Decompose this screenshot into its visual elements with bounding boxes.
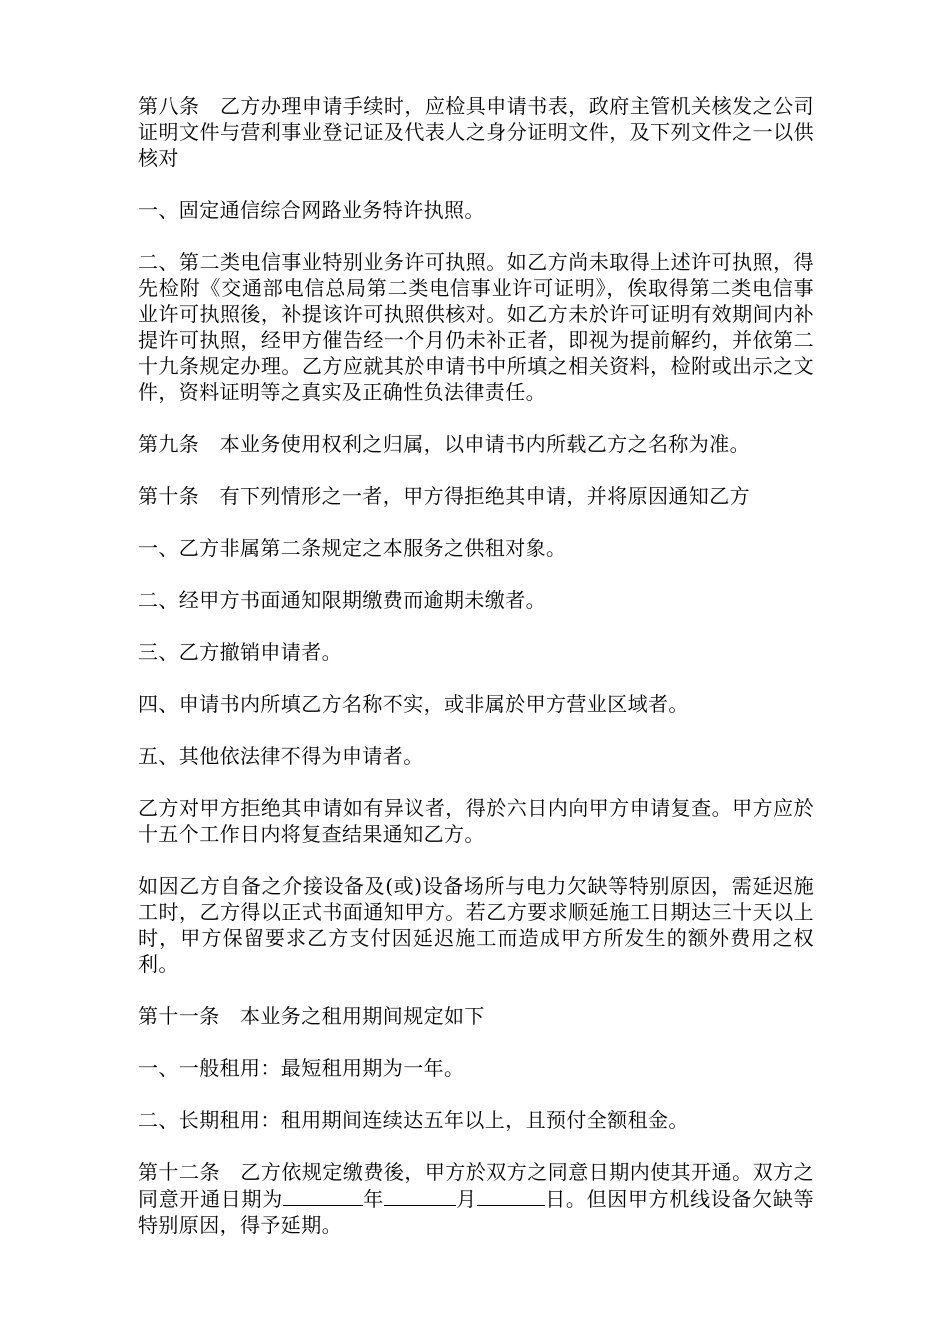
month-blank (384, 1185, 456, 1206)
article-10-item-2: 二、经甲方书面通知限期缴费而逾期未缴者。 (138, 588, 546, 612)
year-label: 年 (362, 1187, 384, 1211)
article-8-item-2: 二、第二类电信事业特别业务许可执照。如乙方尚未取得上述许可执照，得先检附《交通部电信总局第二类电信事业许可证明》，俟取得第二类电信事业许可执照後，补提该许可执照供核对。如乙方未於许可证明有效期间内补提许可执照，经甲方催告经一个月仍未补正者，即视为提前解约，并依第二十九条规定办理。乙方应就其於申请书中所填之相关资料，检附或出示之文件，资料证明等之真实及正确性负法律责任。 (138, 250, 814, 404)
year-blank (283, 1185, 363, 1206)
day-label: 日 (544, 1187, 566, 1211)
article-12-paragraph (138, 1159, 814, 1238)
article-10-item-4: 四、申请书内所填乙方名称不实，或非属於甲方营业区域者。 (138, 692, 689, 716)
review-objection-paragraph: 乙方对甲方拒绝其申请如有异议者，得於六日内向甲方申请复查。甲方应於十五个工作日内将复查结果通知乙方。 (138, 796, 814, 846)
day-blank (477, 1185, 545, 1206)
article-10-item-1: 一、乙方非属第二条规定之本服务之供租对象。 (138, 536, 567, 560)
article-11-paragraph: 第十一条 本业务之租用期间规定如下 (138, 1004, 485, 1028)
article-10-paragraph: 第十条 有下列情形之一者，甲方得拒绝其申请，并将原因通知乙方 (138, 484, 750, 508)
article-10-item-5: 五、其他依法律不得为申请者。 (138, 744, 424, 768)
article-12-text-end: 。但因甲方机线设备欠缺等特别原因，得予延期。 (138, 1187, 814, 1237)
construction-delay-paragraph: 如因乙方自备之介接设备及(或)设备场所与电力欠缺等特别原因，需延迟施工时，乙方得以正式书面通知甲方。若乙方要求顺延施工日期达三十天以上时，甲方保留要求乙方支付因延迟施工而造成甲方所发生的额外费用之权利。 (138, 874, 814, 976)
article-10-item-3: 三、乙方撤销申请者。 (138, 640, 342, 664)
article-11-item-2: 二、长期租用：租用期间连续达五年以上，且预付全额租金。 (138, 1108, 689, 1132)
article-8-item-1: 一、固定通信综合网路业务特许执照。 (138, 198, 485, 222)
article-11-item-1: 一、一般租用：最短租用期为一年。 (138, 1056, 465, 1080)
article-12-text-start: 第十二条 乙方依规定缴费後，甲方於双方之同意日期内使其开通。双方之同意开通日期为 (138, 1160, 814, 1211)
month-label: 月 (455, 1187, 477, 1211)
document-page (138, 93, 814, 1238)
article-8-paragraph: 第八条 乙方办理申请手续时，应检具申请书表，政府主管机关核发之公司证明文件与营利事业登记证及代表人之身分证明文件，及下列文件之一以供核对 (138, 94, 814, 170)
article-9-paragraph: 第九条 本业务使用权利之归属，以申请书内所载乙方之名称为准。 (138, 432, 750, 456)
